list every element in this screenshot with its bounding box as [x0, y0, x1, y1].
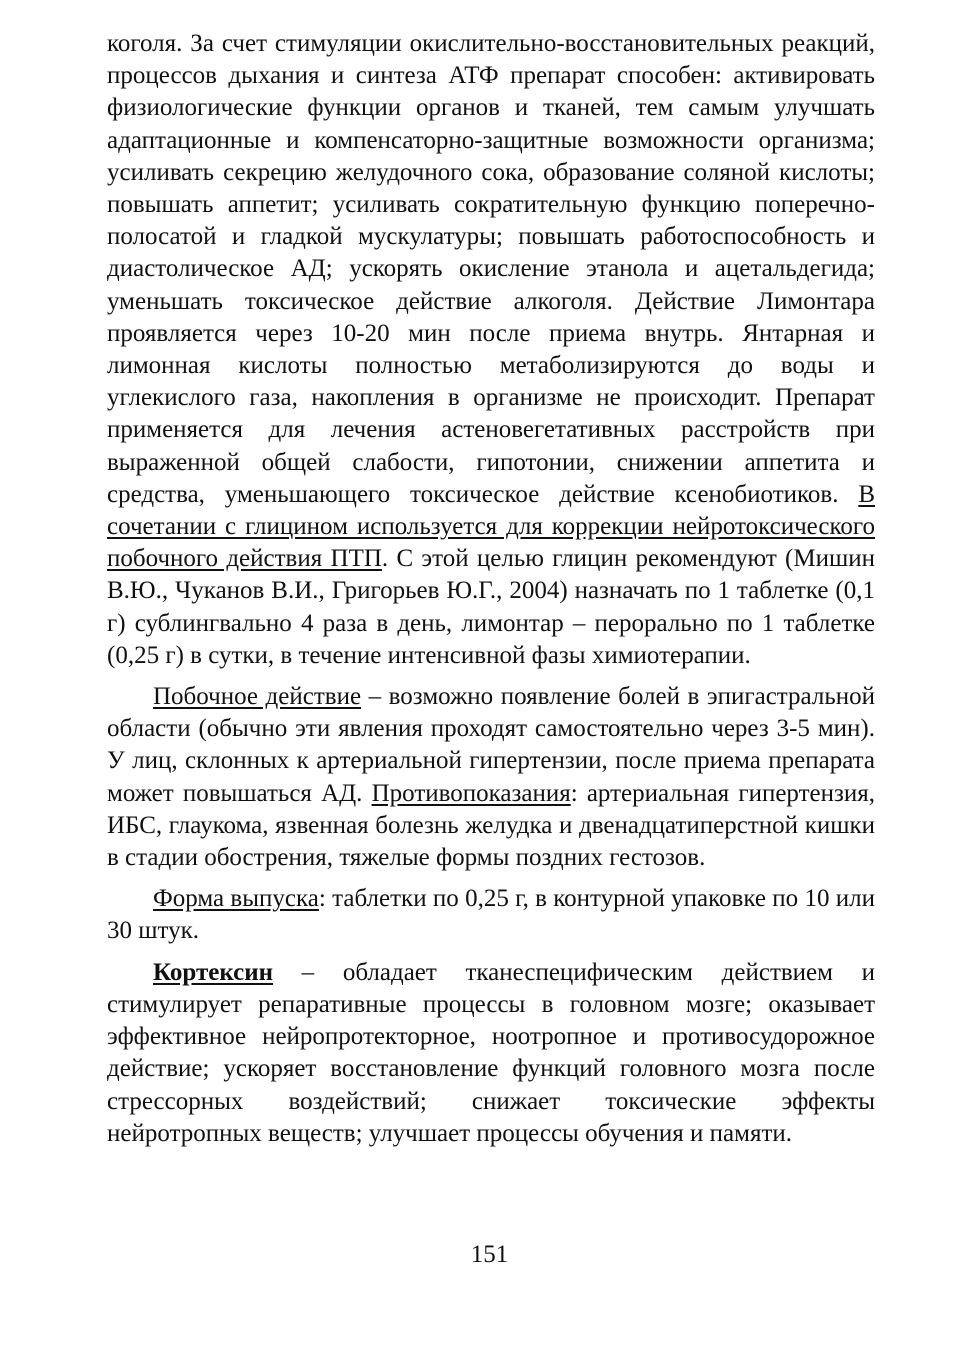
paragraph-text: : артериальная гипертензия, ИБС, глаукома, язвенная болезнь желудка и двенадцатиперстной кишки в стадии обострения, тяжелые формы поздних гестозов. — [107, 779, 876, 872]
paragraph-release-form — [107, 883, 875, 947]
paragraph-limontar-continued — [107, 28, 875, 672]
paragraph-text: – обладает тканеспецифическим действием и стимулирует репаративные процессы в головном мозге; оказывает эффективное нейропротекторное, ноотропное и противосудорожное действие; ускоряет восстановление функций головного мозга после стрессорных воздействий; снижает токсические эффекты нейротропных веществ; улучшает процессы обучения и памяти. — [107, 958, 875, 1147]
page-number: 151 — [470, 1241, 509, 1268]
paragraph-text: . С этой целью глицин рекомендуют (Мишин В.Ю., Чуканов В.И., Григорьев Ю.Г., 2004) назначать по 1 таблетке (0,1 г) сублингвально 4 раза в день, лимонтар – перорально по 1 таблетке (0,25 г) в сутки, в течение интенсивной фазы химиотерапии. — [107, 545, 875, 669]
paragraph-text: : таблетки по 0,25 г, в контурной упаковке по 10 или 30 штук. — [107, 885, 875, 945]
paragraph-side-effects — [107, 681, 875, 874]
side-effects-heading: Побочное действие — [153, 683, 362, 711]
paragraph-cortexin — [107, 957, 875, 1150]
cortexin-heading: Кортексин — [153, 958, 274, 986]
paragraph-text: коголя. За счет стимуляции окислительно-восстановительных реакций, процессов дыхания и синтеза АТФ препарат способен: активировать физиологические функции органов и тканей, тем самым улучшать адаптационные и компенсаторно-защитные возможности организма; усиливать секрецию желудочного сока, образование соляной кислоты; повышать аппетит; усиливать сократительную функцию поперечно-полосатой и гладкой мускулатуры; повышать работоспособность и диастолическое АД; ускорять окисление этанола и ацетальдегида; уменьшать токсическое действие алкоголя. Действие Лимонтара проявляется через 10-20 мин после приема внутрь. Янтарная и лимонная кислоты полностью метаболизируются до воды и углекислого газа, накопления в организме не происходит. Препарат применяется для лечения астеновегетативных расстройств при выраженной общей слабости, гипотонии, снижении аппетита и средства, уменьшающего токсическое действие ксенобиотиков. — [107, 30, 875, 508]
body-text — [107, 28, 875, 1150]
underlined-glycine-note: В сочетании с глицином используется для коррекции нейротоксического побочного действия ПТП — [107, 480, 875, 573]
paragraph-text: – возможно появление болей в эпигастральной области (обычно эти явления проходят самостоятельно через 3-5 мин). У лиц, склонных к артериальной гипертензии, после приема препарата может повышаться АД. — [107, 683, 875, 807]
contraindications-heading: Противопоказания — [371, 779, 571, 807]
release-form-heading: Форма выпуска — [153, 885, 319, 913]
